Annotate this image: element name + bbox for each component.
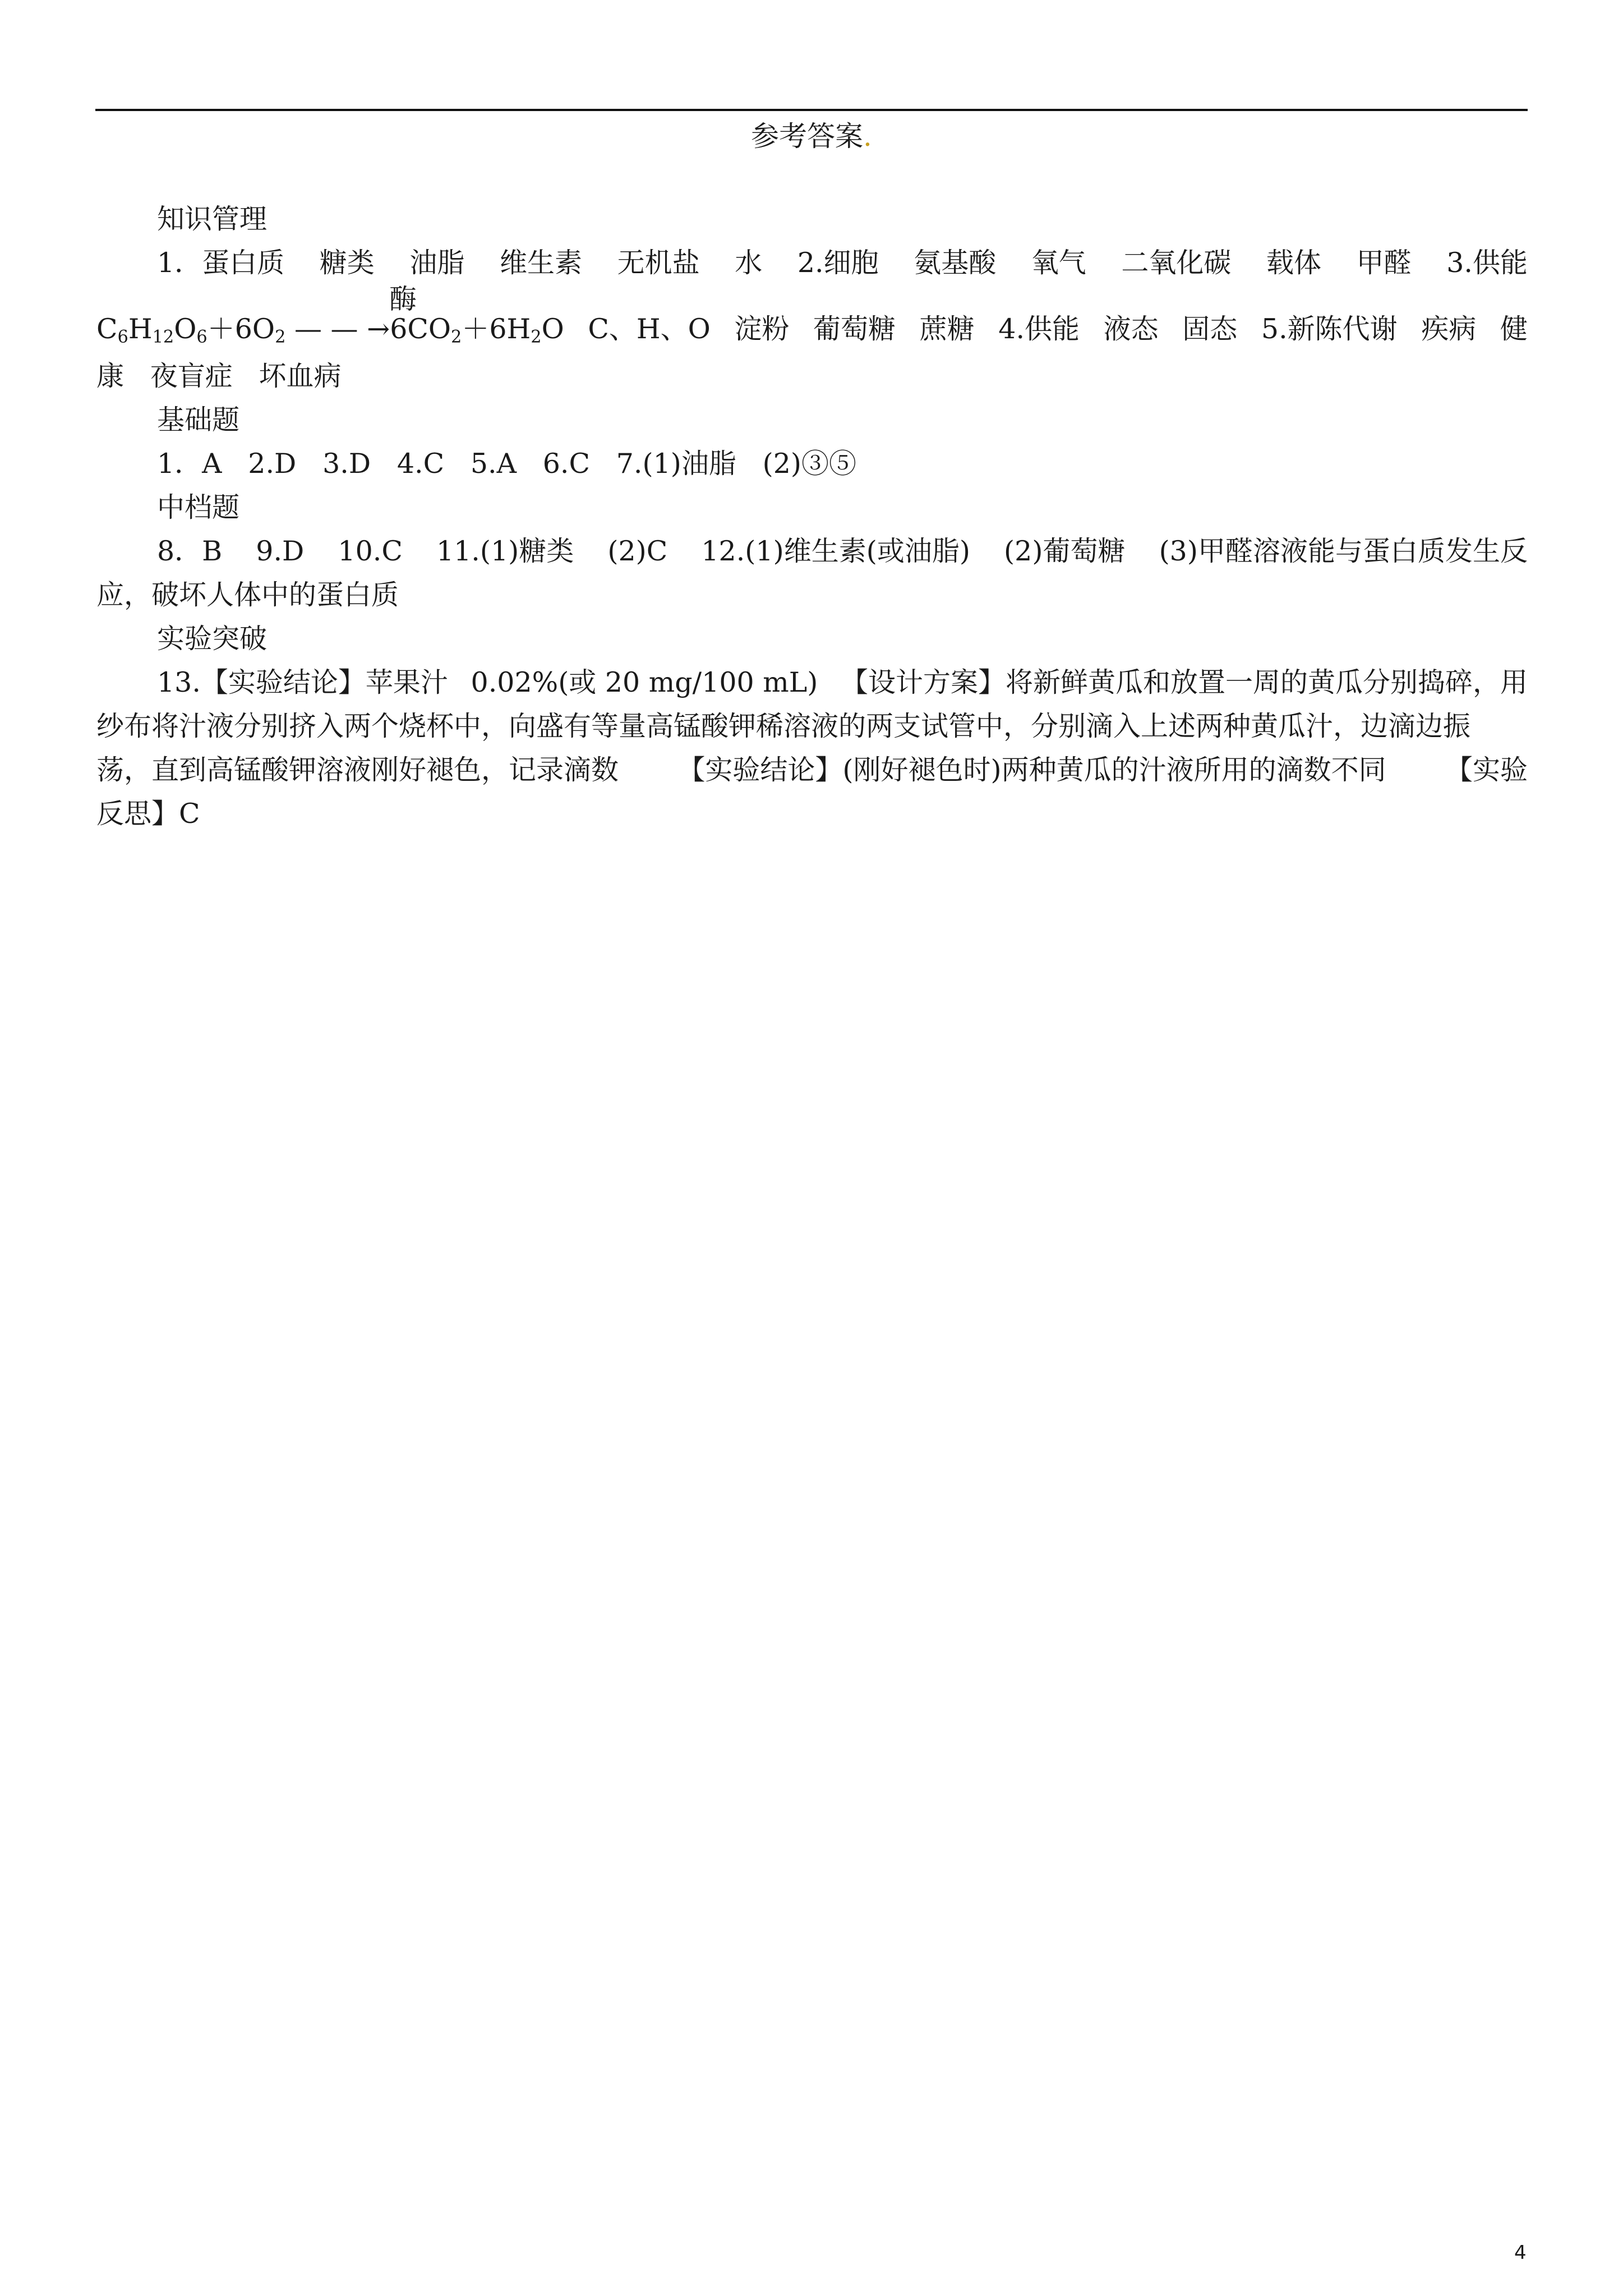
answer-content — [96, 197, 1528, 836]
answer-item: 4.供能 — [998, 313, 1080, 345]
experiment-line-2: 纱布将汁液分别挤入两个烧杯中，向盛有等量高锰酸钾稀溶液的两支试管中，分别滴入上述两种黄瓜汁，边滴边振 — [96, 710, 1471, 742]
answer-item: 康 — [96, 360, 125, 392]
answer-item: 6.C — [542, 448, 590, 480]
section-heading-knowledge: 知识管理 — [157, 203, 268, 235]
answer-item: 油脂 — [409, 247, 465, 279]
answer-item: 9.D — [256, 535, 305, 567]
answer-item: 10.C — [338, 535, 403, 567]
answer-item: 2.细胞 — [797, 247, 879, 279]
title-dot: . — [863, 120, 872, 153]
answer-item: 糖类 — [319, 247, 375, 279]
answer-item: 二氧化碳 — [1121, 247, 1232, 279]
intermediate-line-2: 应，破坏人体中的蛋白质 — [96, 579, 399, 611]
answer-item: 葡萄糖 — [813, 313, 896, 345]
equation-row — [96, 307, 1528, 351]
intermediate-line-1 — [96, 530, 1528, 573]
answer-item: 无机盐 — [617, 247, 700, 279]
answer-item: 1．A — [157, 448, 222, 480]
section-heading-intermediate: 中档题 — [157, 491, 240, 523]
answer-item: 载体 — [1266, 247, 1322, 279]
experiment-line-4: 反思】C — [96, 798, 200, 830]
answer-item: (2)C — [607, 535, 668, 567]
answer-item: 健 — [1500, 313, 1528, 345]
page-title-text: 参考答案 — [751, 120, 864, 153]
answer-item: (3)甲醛溶液能与蛋白质发生反 — [1159, 535, 1528, 567]
chemical-equation — [96, 307, 564, 351]
answer-item: 【设计方案】将新鲜黄瓜和放置一周的黄瓜分别捣碎，用 — [840, 666, 1528, 698]
answer-item: 2.D — [248, 448, 297, 480]
answer-item: 8．B — [157, 535, 223, 567]
answer-item: 3.供能 — [1446, 247, 1528, 279]
answer-item: 【实验结论】(刚好褪色时)两种黄瓜的汁液所用的滴数不同 — [677, 754, 1386, 786]
answer-item: 4.C — [396, 448, 445, 480]
page-number: 4 — [1514, 2242, 1527, 2264]
answer-item: 0.02%(或 20 mg/100 mL) — [471, 666, 818, 698]
experiment-line-3 — [96, 748, 1528, 792]
answer-item: 【实验 — [1445, 754, 1528, 786]
answer-item: 7.(1)油脂 — [616, 448, 736, 480]
answer-item: 固态 — [1182, 313, 1238, 345]
answer-item: 维生素 — [500, 247, 583, 279]
answer-item: 5.A — [470, 448, 517, 480]
answer-item: 氨基酸 — [914, 247, 997, 279]
answer-item: 1．蛋白质 — [157, 247, 285, 279]
answer-item: 蔗糖 — [919, 313, 975, 345]
section-heading-experiment: 实验突破 — [157, 623, 268, 655]
page-title — [0, 117, 1623, 156]
answer-item: 13.【实验结论】苹果汁 — [157, 666, 448, 698]
experiment-line-1 — [96, 661, 1528, 705]
answer-item: C、H、O — [588, 313, 711, 345]
answer-item: (2)③⑤ — [762, 448, 857, 480]
equation-reactants: $C_6H_{12}O_6+6O_2$ — [96, 313, 286, 347]
answer-item: 淀粉 — [734, 313, 790, 345]
answer-item: 夜盲症 — [150, 360, 233, 392]
section-heading-basic: 基础题 — [157, 404, 240, 436]
answer-item: 3.D — [322, 448, 371, 480]
reaction-arrow: — — → — [294, 313, 390, 345]
equation-products: $6CO_2+6H_2O$ — [390, 313, 564, 347]
knowledge-line-3 — [96, 355, 1528, 398]
answer-item: 5.新陈代谢 — [1261, 313, 1398, 345]
knowledge-line-1 — [96, 241, 1528, 285]
answer-item: 坏血病 — [259, 360, 342, 392]
answer-item: 11.(1)糖类 — [436, 535, 574, 567]
basic-answers — [96, 442, 1528, 486]
answer-item: (2)葡萄糖 — [1004, 535, 1126, 567]
answer-item: 液态 — [1103, 313, 1159, 345]
enzyme-label: 酶 — [389, 283, 417, 315]
answer-item: 氧气 — [1031, 247, 1086, 279]
answer-item: 甲醛 — [1356, 247, 1412, 279]
equation-line — [96, 283, 1528, 355]
answer-item: 12.(1)维生素(或油脂) — [701, 535, 970, 567]
answer-item: 水 — [735, 247, 763, 279]
answer-item: 荡，直到高锰酸钾溶液刚好褪色，记录滴数 — [96, 754, 619, 786]
header-rule — [95, 109, 1528, 111]
answer-item: 疾病 — [1421, 313, 1477, 345]
